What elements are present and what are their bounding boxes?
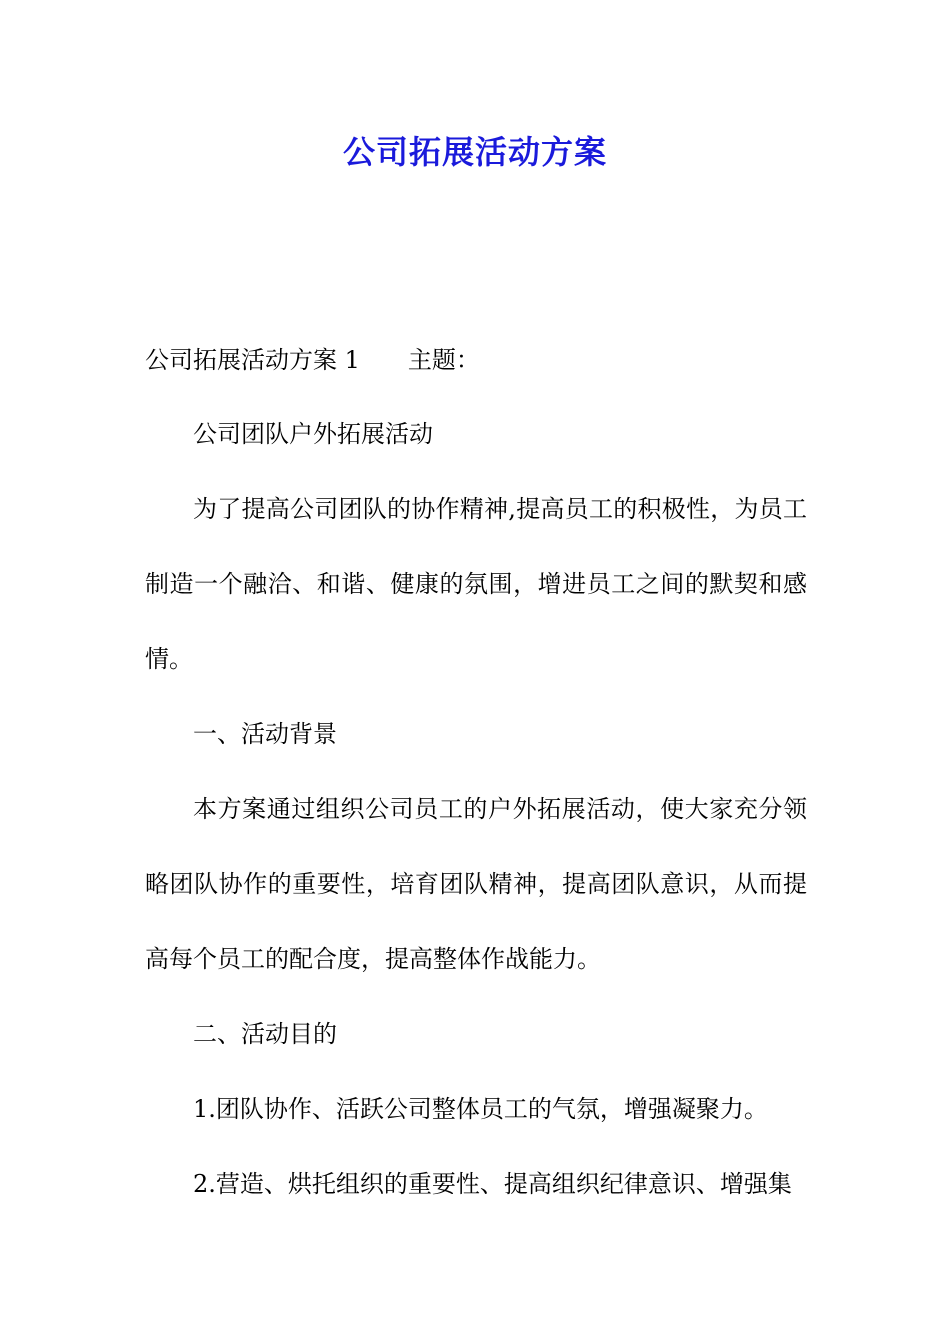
- paragraph-purpose-2: 2.营造、烘托组织的重要性、提高组织纪律意识、增强集: [193, 1170, 792, 1198]
- heading-background: 一、活动背景: [193, 720, 337, 748]
- theme-heading: 主题：: [407, 346, 480, 374]
- first-line: [145, 344, 805, 376]
- heading-purpose: 二、活动目的: [193, 1020, 337, 1048]
- paragraph-activity-name: 公司团队户外拓展活动: [193, 420, 433, 448]
- paragraph-background: 本方案通过组织公司员工的户外拓展活动，使大家充分领略团队协作的重要性，培育团队精神，提高团队意识，从而提高每个员工的配合度，提高整体作战能力。: [145, 795, 807, 973]
- document-title: 公司拓展活动方案: [342, 133, 607, 171]
- paragraph-intro: 为了提高公司团队的协作精神,提高员工的积极性，为员工制造一个融洽、和谐、健康的氛围，增进员工之间的默契和感情。: [145, 495, 807, 673]
- plan-label: 公司拓展活动方案 1: [145, 346, 360, 374]
- paragraph-purpose-1: 1.团队协作、活跃公司整体员工的气氛，增强凝聚力。: [193, 1095, 768, 1123]
